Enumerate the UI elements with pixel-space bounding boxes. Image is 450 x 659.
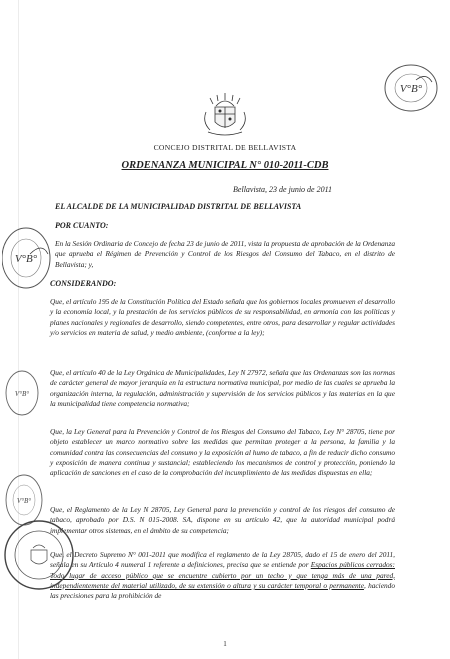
por-cuanto-heading: POR CUANTO: [55,221,109,230]
considerando-heading: CONSIDERANDO: [50,279,117,288]
paragraph-session: En la Sesión Ordinaria de Concejo de fecha 23 de junio de 2011, vista la propuesta de aprobación de la Ordenanza que aprueba el Régimen de Prevención y Control de los Riesgos del Consumo del Tabaco, en el distrito de Bellavista; y, [55,239,396,269]
page-number: 1 [223,640,227,648]
decree-text-start: Que, el Decreto Supremo N° 001-2011 que modifica el reglamento de la Ley 28705, dado el 15 de enero del 2011, señala en su Artículo 4 numeral 1 referente a definiciones, precisa que se entiende por [50,550,395,570]
date-line: Bellavista, 23 de junio de 2011 [233,185,332,194]
paragraph-constitution: Que, el artículo 195 de la Constitución Política del Estado señala que los gobiernos locales promueven el desarrollo y la economía local, y la prestación de los servicios públicos de su responsabilidad, en armonía con las políticas y planes nacionales y regionales de desarrollo, siendo competentes, entre otros, para desarrollar y regular actividades y/o servicios en materia de salud, y medio ambiente, (conforme a la ley); [50,297,395,337]
paragraph-organic-law: Que, el artículo 40 de la Ley Orgánica de Municipalidades, Ley N 27972, señala que las Ordenanzas son las normas de carácter general de mayor jerarquía en la estructura normativa municipal, por medio de las cuales se aprueba la organización interna, la regulación, administración y supervisión de los servicios públicos y las materias en la que la municipalidad tiene competencia normativa; [50,368,395,408]
paragraph-tobacco-law: Que, la Ley General para la Prevención y Control de los Riesgos del Consumo del Tabaco, Ley N° 28705, tiene por objeto establecer un marco normativo sobre las medidas que permitan proteger a la persona, la familia y la comunidad contra las consecuencias del consumo y la exposición al humo de tabaco, a fin de reducir dicho consumo y exposición de manera continua y sustancial; estableciendo los mecanismos de control y protección, poniendo la aplicación de sanciones en el caso de la comprobación del incumplimiento de las medidas dispuestas en ella; [50,427,395,478]
paragraph-regulation: Que, el Reglamento de la Ley N 28705, Ley General para la prevención y control de los riesgos del consumo de tabaco, aprobado por D.S. N 015-2008. SA, dispone en su artículo 42, que la autoridad municipal podrá implementar otros sistemas, en el ámbito de su competencia; [50,505,395,535]
stamp-vb-text: V°B° [399,83,423,95]
approval-stamp-left [2,224,54,292]
municipal-round-seal [2,518,76,592]
stamp-vb-text-left: V°B° [14,253,38,265]
paragraph-supreme-decree [50,550,395,601]
decree-text-end: , haciendo las precisiones para la prohibición de [50,580,395,601]
decree-definition-underlined: Espacios públicos cerrados: Todo lugar de acceso público que se encuentre cubierto por un techo y que tenga más de una pared, independientemente del material utilizado, de su extensión o altura y su carácter temporal o permanente [50,560,395,590]
municipal-crest-logo [196,92,254,138]
stamp-vb-small: V°B° [14,390,30,398]
mayor-heading: EL ALCALDE DE LA MUNICIPALIDAD DISTRITAL DE BELLAVISTA [55,202,302,211]
stamp-vb-lower: V°B° [16,497,32,505]
council-name: CONCEJO DISTRITAL DE BELLAVISTA [153,143,297,152]
approval-stamp-left-middle [4,368,40,418]
approval-stamp-top-right [382,62,440,114]
ordinance-title: ORDENANZA MUNICIPAL N° 010-2011-CDB [121,160,329,171]
